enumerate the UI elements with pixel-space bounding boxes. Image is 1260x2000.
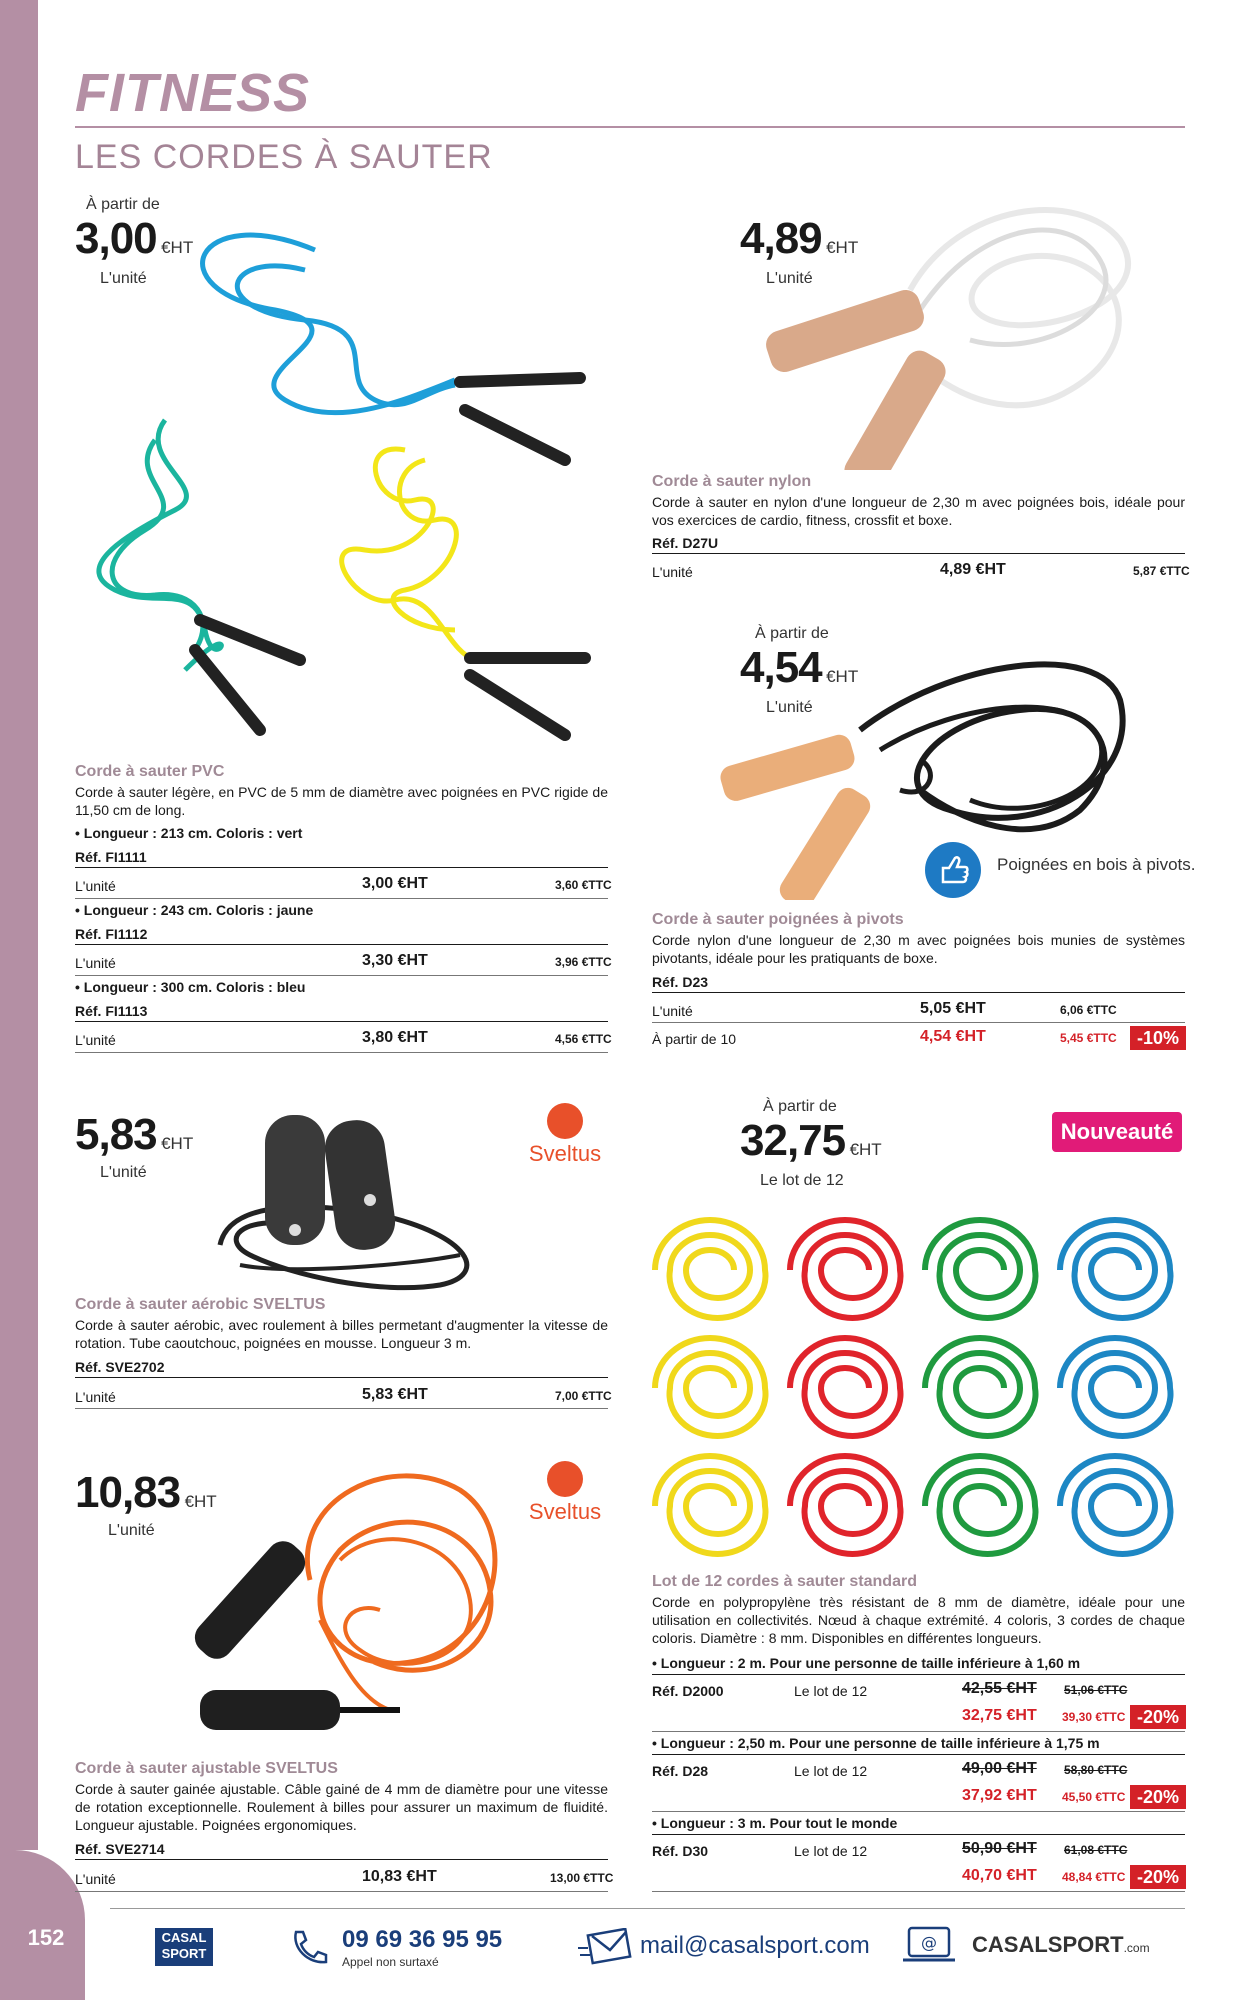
pvc-variant-1-ref: Réf. FI1111: [75, 849, 147, 865]
lot12-variant-3-ttc: 48,84 €TTC: [1062, 1870, 1126, 1884]
aerobic-rope-image: [210, 1105, 500, 1295]
pvc-variant-2-ht: 3,30 €HT: [362, 952, 428, 969]
aerobic-brand: Sveltus: [528, 1141, 602, 1166]
aerobic-ht: 5,83 €HT: [362, 1386, 428, 1403]
logo-line-2: SPORT: [161, 1946, 207, 1961]
aerobic-price: 5,83: [75, 1110, 157, 1159]
footer-site-name: CASALSPORT: [972, 1932, 1124, 1957]
aerobic-currency: €HT: [161, 1134, 194, 1153]
pivots-row1-ht: 5,05 €HT: [920, 1000, 986, 1017]
ajustable-brand: Sveltus: [528, 1499, 602, 1524]
nylon-ttc: 5,87 €TTC: [1133, 564, 1190, 578]
row-divider: [75, 1377, 608, 1378]
pvc-ropes-image: [75, 210, 615, 750]
footer-rule: [110, 1908, 1185, 1909]
pivots-row2-ttc: 5,45 €TTC: [1060, 1031, 1117, 1045]
row-divider: [75, 867, 608, 868]
lot12-variant-1-old-ttc: 51,06 €TTC: [1064, 1683, 1128, 1697]
pivots-currency: €HT: [826, 667, 859, 686]
logo-line-1: CASAL: [161, 1930, 207, 1945]
phone-icon: [288, 1926, 328, 1966]
thumbs-up-icon: [925, 842, 981, 898]
pivots-row1-label: L'unité: [652, 1003, 693, 1019]
pivots-description: Corde nylon d'une longueur de 2,30 m avec poignées bois munies de systèmes pivotants, idéale pour les pratiquants de boxe.: [652, 932, 1185, 966]
aerobic-description: Corde à sauter aérobic, avec roulement à billes permetant d'augmenter la vitesse de rotation. Tube caoutchouc, poignées en mousse. Longueur 3 m.: [75, 1317, 608, 1351]
new-badge: Nouveauté: [1052, 1112, 1182, 1152]
aerobic-ref: Réf. SVE2702: [75, 1359, 165, 1375]
pivots-from-label: À partir de: [755, 625, 829, 642]
page-title: FITNESS: [75, 63, 311, 123]
pvc-variant-3-bullet: • Longueur : 300 cm. Coloris : bleu: [75, 979, 306, 995]
section-title: LES CORDES À SAUTER: [75, 138, 493, 176]
lot12-variant-3-bullet: • Longueur : 3 m. Pour tout le monde: [652, 1815, 898, 1831]
pivots-price: 4,54: [740, 643, 822, 692]
lot12-price-block: [740, 1116, 882, 1166]
footer-phone[interactable]: 09 69 36 95 95: [342, 1926, 503, 1953]
lot12-lot-label: Le lot de 12: [760, 1172, 844, 1189]
pivots-title: Corde à sauter poignées à pivots: [652, 911, 904, 928]
nylon-price: 4,89: [740, 214, 822, 263]
lot12-variant-2-ttc: 45,50 €TTC: [1062, 1790, 1126, 1804]
lot12-variant-3-old-ht: 50,90 €HT: [962, 1840, 1037, 1857]
page-number: 152: [27, 1925, 65, 1950]
pvc-variant-3-ttc: 4,56 €TTC: [555, 1032, 612, 1046]
ajustable-ttc: 13,00 €TTC: [550, 1871, 614, 1885]
nylon-label: L'unité: [652, 564, 693, 580]
pvc-variant-2-bullet: • Longueur : 243 cm. Coloris : jaune: [75, 902, 314, 918]
lot12-variant-2-label: Le lot de 12: [794, 1763, 868, 1779]
row-divider: [652, 992, 1185, 993]
pivots-discount-badge: -10%: [1130, 1026, 1186, 1050]
aerobic-brand-logo: [510, 1103, 620, 1167]
casal-sport-logo: [155, 1928, 213, 1966]
pvc-from-label: À partir de: [86, 196, 160, 213]
pivots-ref: Réf. D23: [652, 974, 709, 990]
lot12-currency: €HT: [849, 1140, 882, 1159]
pivots-row2-ht: 4,54 €HT: [920, 1028, 986, 1045]
ajustable-ref: Réf. SVE2714: [75, 1841, 165, 1857]
ajustable-label: L'unité: [75, 1871, 116, 1887]
row-divider: [75, 1859, 608, 1860]
row-divider: [652, 1731, 1185, 1732]
nylon-unit-label: L'unité: [766, 270, 813, 287]
lot12-variant-3-old-ttc: 61,08 €TTC: [1064, 1843, 1128, 1857]
mail-icon: [578, 1928, 632, 1966]
nylon-currency: €HT: [826, 238, 859, 257]
lot12-variant-2-old-ht: 49,00 €HT: [962, 1760, 1037, 1777]
lot12-variant-1-ttc: 39,30 €TTC: [1062, 1710, 1126, 1724]
sveltus-logo-icon: [547, 1461, 583, 1497]
lot12-variant-2-old-ttc: 58,80 €TTC: [1064, 1763, 1128, 1777]
lot12-variant-1-badge: -20%: [1130, 1705, 1186, 1729]
row-divider: [75, 944, 608, 945]
pvc-title: Corde à sauter PVC: [75, 763, 225, 780]
row-divider: [75, 1891, 608, 1892]
nylon-rope-image: [740, 200, 1190, 470]
ajustable-currency: €HT: [184, 1492, 217, 1511]
lot12-title: Lot de 12 cordes à sauter standard: [652, 1573, 917, 1590]
lot12-ropes-image: [650, 1210, 1190, 1570]
pvc-description: Corde à sauter légère, en PVC de 5 mm de diamètre avec poignées en PVC rigide de 11,50 cm de long.: [75, 784, 608, 818]
row-divider: [75, 1021, 608, 1022]
lot12-variant-3-badge: -20%: [1130, 1865, 1186, 1889]
lot12-description: Corde en polypropylène très résistant de 8 mm de diamètre, idéale pour une utilisation en collectivités. Nœud à chaque extrémité. 4 coloris, 3 cordes de chaque coloris. Diamètre : 8 mm. Disponibles en différentes longueurs.: [652, 1594, 1185, 1646]
lot12-variant-2-ht: 37,92 €HT: [962, 1787, 1037, 1804]
sidebar-band: [0, 0, 38, 1850]
pvc-price: 3,00: [75, 214, 157, 263]
pvc-variant-3-label: L'unité: [75, 1032, 116, 1048]
aerobic-title: Corde à sauter aérobic SVELTUS: [75, 1296, 326, 1313]
pvc-variant-2-ref: Réf. FI1112: [75, 926, 148, 942]
lot12-variant-2-badge: -20%: [1130, 1785, 1186, 1809]
pivots-row1-ttc: 6,06 €TTC: [1060, 1003, 1117, 1017]
sveltus-logo-icon: [547, 1103, 583, 1139]
pvc-variant-2-ttc: 3,96 €TTC: [555, 955, 612, 969]
row-divider: [75, 1408, 608, 1409]
row-divider: [75, 898, 608, 899]
row-divider: [652, 1811, 1185, 1812]
aerobic-label: L'unité: [75, 1389, 116, 1405]
lot12-variant-1-old-ht: 42,55 €HT: [962, 1680, 1037, 1697]
ajustable-ht: 10,83 €HT: [362, 1868, 437, 1885]
ajustable-title: Corde à sauter ajustable SVELTUS: [75, 1760, 338, 1777]
row-divider: [652, 553, 1185, 554]
ajustable-brand-logo: [510, 1461, 620, 1525]
pivots-row2-label: À partir de 10: [652, 1031, 737, 1047]
ajustable-rope-image: [140, 1460, 510, 1750]
pvc-currency: €HT: [161, 238, 194, 257]
row-divider: [652, 1674, 1185, 1675]
lot12-variant-1-bullet: • Longueur : 2 m. Pour une personne de taille inférieure à 1,60 m: [652, 1655, 1081, 1671]
svg-text:@: @: [921, 1933, 937, 1952]
lot12-from-label: À partir de: [763, 1098, 837, 1115]
nylon-description: Corde à sauter en nylon d'une longueur de 2,30 m avec poignées bois, idéale pour vos exercices de cardio, fitness, crossfit et boxe.: [652, 494, 1185, 528]
footer-phone-note: Appel non surtaxé: [342, 1955, 439, 1969]
aerobic-ttc: 7,00 €TTC: [555, 1389, 612, 1403]
laptop-at-icon: [903, 1924, 955, 1966]
lot12-variant-3-label: Le lot de 12: [794, 1843, 868, 1859]
footer-website[interactable]: [972, 1932, 1150, 1958]
pvc-variant-3-ref: Réf. FI1113: [75, 1003, 148, 1019]
title-rule: [75, 126, 1185, 128]
pvc-variant-1-ht: 3,00 €HT: [362, 875, 428, 892]
ajustable-price: 10,83: [75, 1468, 181, 1517]
lot12-variant-1-ht: 32,75 €HT: [962, 1707, 1037, 1724]
nylon-ht: 4,89 €HT: [940, 561, 1006, 578]
lot12-variant-1-ref: Réf. D2000: [652, 1683, 724, 1699]
lot12-variant-3-ht: 40,70 €HT: [962, 1867, 1037, 1884]
row-divider: [75, 1052, 608, 1053]
row-divider: [75, 975, 608, 976]
pvc-variant-3-ht: 3,80 €HT: [362, 1029, 428, 1046]
footer-site-suffix: .com: [1123, 1941, 1150, 1955]
pvc-variant-1-bullet: • Longueur : 213 cm. Coloris : vert: [75, 825, 303, 841]
aerobic-unit-label: L'unité: [100, 1164, 147, 1181]
pvc-variant-2-label: L'unité: [75, 955, 116, 971]
pivots-unit-label: L'unité: [766, 699, 813, 716]
lot12-variant-2-bullet: • Longueur : 2,50 m. Pour une personne de taille inférieure à 1,75 m: [652, 1735, 1100, 1751]
aerobic-price-block: [75, 1110, 193, 1160]
ajustable-unit-label: L'unité: [108, 1522, 155, 1539]
lot12-price: 32,75: [740, 1116, 846, 1165]
lot12-variant-3-ref: Réf. D30: [652, 1843, 709, 1859]
pivots-feature: Poignées en bois à pivots.: [997, 855, 1196, 874]
pvc-unit-label: L'unité: [100, 270, 147, 287]
pvc-variant-1-label: L'unité: [75, 878, 116, 894]
lot12-variant-1-label: Le lot de 12: [794, 1683, 868, 1699]
nylon-title: Corde à sauter nylon: [652, 473, 812, 490]
lot12-variant-2-ref: Réf. D28: [652, 1763, 709, 1779]
row-divider: [652, 1754, 1185, 1755]
pvc-variant-1-ttc: 3,60 €TTC: [555, 878, 612, 892]
row-divider: [652, 1022, 1185, 1023]
row-divider: [652, 1834, 1185, 1835]
nylon-ref: Réf. D27U: [652, 535, 719, 551]
row-divider: [652, 1891, 1185, 1892]
ajustable-description: Corde à sauter gainée ajustable. Câble gainé de 4 mm de diamètre pour une vitesse de rotation exceptionnelle. Roulement à billes pour assurer un maximum de fluidité. Longueur ajustable. Poignées ergonomiques.: [75, 1781, 608, 1833]
footer-email[interactable]: mail@casalsport.com: [640, 1932, 870, 1959]
